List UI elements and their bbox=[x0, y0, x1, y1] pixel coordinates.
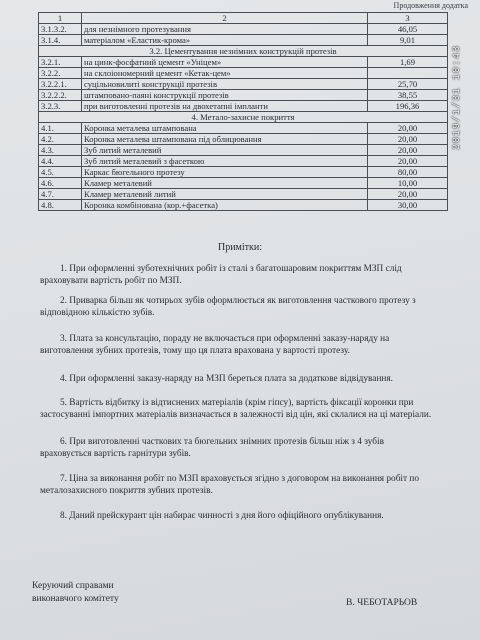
row-name: штамповано-паяні конструкції протезів bbox=[82, 90, 368, 101]
row-name: на цинк-фосфатний цемент «Уніцем» bbox=[82, 57, 368, 68]
table-section-row bbox=[39, 46, 448, 57]
table-row bbox=[39, 200, 448, 211]
table-row bbox=[39, 178, 448, 189]
row-name: Зуб литий металевий з фасеткою bbox=[82, 156, 368, 167]
row-number: 3.1.4. bbox=[39, 35, 82, 46]
note-line: 2. Приварка більш як чотирьох зубів оформлюється як виготовлення часткового протезу з bbox=[60, 296, 416, 306]
date-time-stamp: 2019/1/31 10:43 bbox=[452, 44, 463, 150]
row-number: 3.2.2.2. bbox=[39, 90, 82, 101]
table-row bbox=[39, 24, 448, 35]
row-price: 20,00 bbox=[368, 189, 448, 200]
note-item bbox=[40, 473, 480, 497]
row-price: 46,05 bbox=[368, 24, 448, 35]
row-number: 4.8. bbox=[39, 200, 82, 211]
section-title: 4. Метало-захисне покриття bbox=[39, 112, 448, 123]
note-item bbox=[40, 295, 480, 319]
note-line: металозахисного покриття зубних протезів. bbox=[40, 486, 213, 496]
row-name: Кламер металевий литий bbox=[82, 189, 368, 200]
table-row bbox=[39, 167, 448, 178]
row-price: 20,00 bbox=[368, 134, 448, 145]
row-price: 80,00 bbox=[368, 167, 448, 178]
header-cell: 3 bbox=[368, 13, 448, 24]
row-number: 3.2.1. bbox=[39, 57, 82, 68]
note-line: 5. Вартість відбитку із відтиснених матеріалів (крім гіпсу), вартість фіксації коронки при bbox=[60, 398, 414, 408]
row-number: 3.1.3.2. bbox=[39, 24, 82, 35]
note-item bbox=[40, 436, 480, 460]
row-name: суцільновилиті конструкції протезів bbox=[82, 79, 368, 90]
row-number: 4.7. bbox=[39, 189, 82, 200]
row-name: Коронка металева штампована bbox=[82, 123, 368, 134]
row-name: при виготовленні протезів на двохетапні імпланти bbox=[82, 101, 368, 112]
table-row bbox=[39, 134, 448, 145]
table-row bbox=[39, 35, 448, 46]
row-price: 20,00 bbox=[368, 145, 448, 156]
note-item bbox=[40, 397, 480, 421]
row-number: 4.5. bbox=[39, 167, 82, 178]
row-name: матеріалом «Еластик-крома» bbox=[82, 35, 368, 46]
price-table bbox=[38, 12, 448, 211]
signature-name: В. ЧЕБОТАРЬОВ bbox=[346, 598, 418, 608]
row-price bbox=[368, 68, 448, 79]
note-line: 6. При виготовленні часткових та бюгельних знімних протезів більш ніж з 4 зубів bbox=[60, 437, 384, 447]
row-price: 25,70 bbox=[368, 79, 448, 90]
note-line: виготовлення зубних протезів, тому що ця плата врахована у вартості протезу. bbox=[40, 346, 350, 356]
row-price: 20,00 bbox=[368, 123, 448, 134]
row-name: Зуб литий металевий bbox=[82, 145, 368, 156]
continuation-label: Продовження додатка bbox=[393, 1, 468, 10]
row-name: Каркас бюгельного протезу bbox=[82, 167, 368, 178]
row-name: для незнімного протезування bbox=[82, 24, 368, 35]
note-line: враховується вартість гарнітури зубів. bbox=[40, 449, 191, 459]
note-line: відповідною кількістю зубів. bbox=[40, 308, 155, 318]
note-line: 8. Даний прейскурант цін набирає чинності з дня його офіційного опублікування. bbox=[60, 511, 384, 521]
row-number: 3.2.2.1. bbox=[39, 79, 82, 90]
row-name: Кламер металевий bbox=[82, 178, 368, 189]
row-price: 1,69 bbox=[368, 57, 448, 68]
table-row bbox=[39, 189, 448, 200]
row-price: 10,00 bbox=[368, 178, 448, 189]
row-number: 3.2.2. bbox=[39, 68, 82, 79]
table-row bbox=[39, 101, 448, 112]
header-cell: 2 bbox=[82, 13, 368, 24]
row-name: Коронка металева штампована під облицювання bbox=[82, 134, 368, 145]
note-line: враховувати вартість робіт по МЗП. bbox=[40, 276, 182, 286]
signature-role-line: виконавчого комітету bbox=[32, 594, 119, 604]
table-row bbox=[39, 123, 448, 134]
signature-role bbox=[32, 580, 119, 606]
notes-title: Примітки: bbox=[217, 242, 263, 253]
table-section-row bbox=[39, 112, 448, 123]
note-item bbox=[40, 510, 480, 522]
row-number: 4.1. bbox=[39, 123, 82, 134]
table-header-row bbox=[39, 13, 448, 24]
table-row bbox=[39, 145, 448, 156]
signature-role-line: Керуючий справами bbox=[32, 581, 114, 591]
row-price: 196,36 bbox=[368, 101, 448, 112]
row-number: 4.4. bbox=[39, 156, 82, 167]
row-price: 9,01 bbox=[368, 35, 448, 46]
note-item bbox=[40, 333, 480, 357]
row-name: Коронка комбінована (кор.+фасетка) bbox=[82, 200, 368, 211]
row-number: 4.3. bbox=[39, 145, 82, 156]
row-name: на склоіономерний цемент «Кетак-цем» bbox=[82, 68, 368, 79]
row-price: 30,00 bbox=[368, 200, 448, 211]
table-row bbox=[39, 79, 448, 90]
row-number: 3.2.3. bbox=[39, 101, 82, 112]
row-price: 20,00 bbox=[368, 156, 448, 167]
note-line: застосуванні імпортних матеріалів визначається в залежності від цін, які склалися на ці матеріали. bbox=[40, 410, 432, 420]
row-number: 4.6. bbox=[39, 178, 82, 189]
table-row bbox=[39, 156, 448, 167]
note-line: 4. При оформленні заказу-наряду на МЗП береться плата за додаткове відвідування. bbox=[60, 374, 393, 384]
note-line: 1. При оформленні зуботехнічних робіт із сталі з багатошаровим покриттям МЗП слід bbox=[60, 264, 402, 274]
header-cell: 1 bbox=[39, 13, 82, 24]
note-item bbox=[40, 263, 480, 287]
table-row bbox=[39, 68, 448, 79]
section-title: 3.2. Цементування незнімних конструкцій протезів bbox=[39, 46, 448, 57]
row-price: 38,55 bbox=[368, 90, 448, 101]
note-line: 3. Плата за консультацію, пораду не включається при оформленні заказу-наряду на bbox=[60, 334, 390, 344]
note-item bbox=[40, 373, 480, 385]
note-line: 7. Ціна за виконання робіт по МЗП враховується згідно з договором на виконання робіт по bbox=[60, 474, 420, 484]
row-number: 4.2. bbox=[39, 134, 82, 145]
table-row bbox=[39, 90, 448, 101]
table-row bbox=[39, 57, 448, 68]
